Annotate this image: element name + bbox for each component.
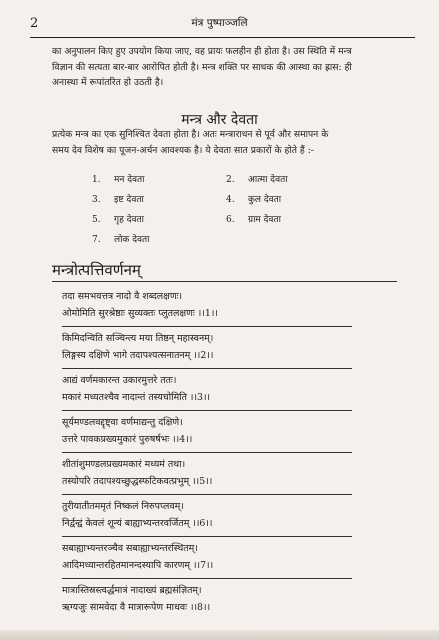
deity-list-item (92, 212, 144, 225)
paragraph-line: समय देव विशेष का पूजन-अर्चन आवश्यक है। ये देवता सात प्रकारों के होते हैं :- (52, 144, 314, 156)
verse-line: उत्तरे पावकप्रख्यमुकारं पुरुषर्षभः ।।4।। (62, 433, 193, 445)
verse-line: निर्द्वन्द्वं केवलं शून्यं बाह्याभ्यन्तरवर्जितम् ।।6।। (62, 517, 213, 529)
deity-list-item (92, 232, 149, 245)
list-number: 7. (92, 235, 101, 245)
page-bottom-edge (0, 630, 439, 640)
list-number: 2. (226, 175, 235, 185)
verse-divider (62, 494, 352, 495)
verse-7 (62, 541, 422, 574)
verse-5 (62, 457, 422, 490)
verse-line: मात्रास्तिस्रस्त्वर्द्धमात्रं नादाख्यं ब्रह्मसंज्ञितम्। (62, 585, 202, 596)
running-header-title: मंत्र पुष्पाञ्जलि (191, 17, 248, 29)
paragraph-line: का अनुपालन किए हुए उपयोग किया जाए, वह प्रायः फलहीन ही होता है। उस स्थिति में मन्त्र (52, 46, 352, 57)
verse-line: सूर्यमण्डलवद्दृष्ट्वा वर्णमाद्यन्तु दक्षिणे। (62, 417, 183, 428)
deity-list-item (226, 192, 281, 205)
verse-line: आदिमध्यान्तरहितमानन्दस्यापि कारणम् ।।7।। (62, 559, 214, 571)
list-number: 1. (92, 175, 101, 185)
verse-line: ओमोमिति सुरश्रेष्ठाः सुव्यक्तः प्लुतलक्षणः ।।1।। (62, 307, 218, 319)
intro-paragraph (52, 44, 414, 91)
list-number: 6. (226, 215, 235, 225)
verse-divider (62, 536, 352, 537)
verse-divider (62, 368, 352, 369)
verse-1 (62, 289, 422, 322)
verse-divider (62, 452, 352, 453)
verse-line: तस्योपरि तदापश्यच्छुद्धस्फटिकवत्प्रभुम् ।।5।। (62, 475, 213, 487)
verse-line: शीतांशुमण्डलप्रख्यमकारं मध्यमं तथा। (62, 459, 186, 470)
paragraph-line: विज्ञान की सत्यता बार-बार आरोपित होती है। मन्त्र शक्ति पर साधक की आस्था का ह्रास: ही (52, 61, 352, 73)
deity-list-item (226, 212, 281, 225)
verse-divider (62, 578, 352, 579)
sanskrit-heading: मन्त्रोत्पत्तिवर्णनम् (52, 261, 141, 279)
verse-line: तदा समभवत्तत्र नादो वै शब्दलक्षणः। (62, 291, 183, 302)
list-label: कुल देवता (248, 195, 282, 205)
verse-divider (62, 326, 352, 327)
verse-line: मकारं मध्यतश्चैव नादान्तं तस्यचोमिति ।।3।। (62, 391, 211, 403)
page-number: 2 (30, 16, 39, 31)
paragraph-line: अनास्था में रूपांतरित हो उठती है। (52, 77, 164, 88)
list-number: 4. (226, 195, 235, 205)
verse-8 (62, 583, 422, 616)
list-label: ग्राम देवता (248, 215, 281, 225)
header-rule (30, 37, 415, 38)
list-number: 5. (92, 215, 101, 225)
verse-2 (62, 331, 422, 364)
verse-line: किमिदन्विति सञ्चिन्त्य मया तिष्ठन् महास्वनम्। (62, 333, 214, 344)
list-label: आत्मा देवता (248, 175, 288, 185)
verse-divider (62, 410, 352, 411)
list-label: मन देवता (114, 175, 145, 185)
deity-list-item (226, 172, 288, 185)
verse-6 (62, 499, 422, 532)
list-label: गृह देवता (114, 215, 144, 225)
verse-4 (62, 415, 422, 448)
verse-3 (62, 373, 422, 406)
list-label: इष्ट देवता (114, 195, 144, 205)
section-paragraph (52, 127, 414, 158)
deity-list-item (92, 192, 144, 205)
heading-underline (52, 281, 397, 282)
verse-line: सबाह्याभ्यन्तरञ्चैव सबाह्याभ्यन्तरस्थितम्। (62, 543, 198, 554)
list-number: 3. (92, 195, 101, 205)
verse-line: तुरीयातीतममृतं निष्कलं निरुपप्लवम्। (62, 501, 184, 512)
list-label: लोक देवता (114, 235, 150, 245)
verse-line: लिङ्गस्य दक्षिणे भागे तदापश्यत्सनातनम् ।।2।। (62, 349, 214, 361)
paragraph-line: प्रत्येक मन्त्र का एक सुनिश्चित देवता होता है। अतः मन्त्राराधन से पूर्व और समापन के (52, 129, 329, 140)
section-heading: मन्त्र और देवता (181, 112, 258, 128)
verse-line: ऋग्यजुः सामवेदा वै मात्रारूपेण माधवः ।।8।। (62, 601, 211, 613)
verse-line: आद्यं वर्णमकारन्त उकारमुत्तरे ततः। (62, 375, 177, 386)
deity-list-item (92, 172, 144, 185)
